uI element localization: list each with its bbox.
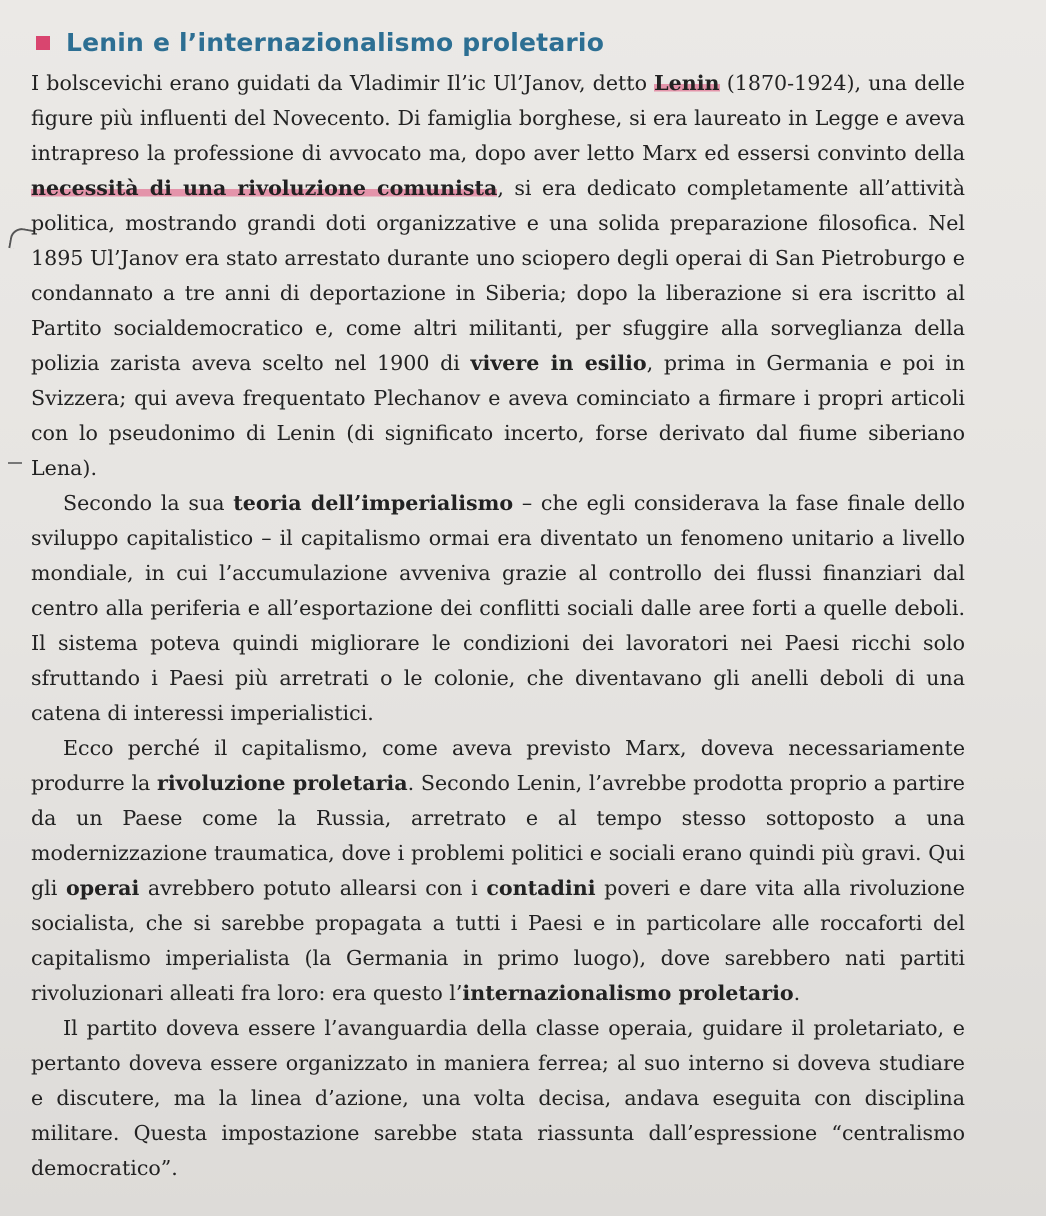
text-segment: . [793, 981, 801, 1005]
text-segment: (1870-1924), una delle figure più influenti del Novecento. Di famiglia borghese, si era laureato in Legge e aveva intrapreso la professione di avvocato ma, dopo aver letto Marx ed essersi convinto della [31, 71, 965, 165]
section-title: Lenin e l’internazionalismo proletario [66, 28, 605, 57]
pencil-tick-icon [8, 462, 22, 464]
bold-term: internazionalismo proletario [462, 981, 794, 1005]
square-bullet-icon [36, 36, 50, 50]
paragraph-4 [31, 1011, 965, 1186]
highlighted-bold-term: Lenin [654, 71, 720, 95]
paragraph-2 [31, 486, 965, 731]
text-segment: I bolscevichi erano guidati da Vladimir Il’ic Ul’Janov, detto [31, 71, 655, 95]
bold-term: vivere in esilio [470, 351, 647, 375]
pencil-mark-icon [8, 226, 33, 251]
text-segment: . Secondo Lenin, l’avrebbe prodotta proprio a partire da un Paese come la Russia, arretrato e al tempo stesso sottoposto a una modernizzazione traumatica, dove i problemi politici e sociali erano quindi più gravi. Qui gli [31, 771, 965, 900]
text-segment: , si era dedicato completamente all’attività politica, mostrando grandi doti organizzative e una solida preparazione filosofica. Nel 1895 Ul’Janov era stato arrestato durante uno sciopero degli operai di San Pietroburgo e condannato a tre anni di deportazione in Siberia; dopo la liberazione si era iscritto al Partito socialdemocratico e, come altri militanti, per sfuggire alla sorveglianza della polizia zarista aveva scelto nel 1900 di [31, 176, 965, 375]
text-segment: Il partito doveva essere l’avanguardia della classe operaia, guidare il proletariato, e pertanto doveva essere organizzato in maniera ferrea; al suo interno si doveva studiare e discutere, ma la linea d’azione, una volta decisa, andava eseguita con disciplina militare. Questa impostazione sarebbe stata riassunta dall’espressione “centralismo democratico”. [31, 1016, 965, 1180]
text-segment: – che egli considerava la fase finale dello sviluppo capitalistico – il capitalismo ormai era diventato un fenomeno unitario a livello mondiale, in cui l’accumulazione avveniva grazie al controllo dei flussi finanziari dal centro alla periferia e all’esportazione dei conflitti sociali dalle aree forti a quelle deboli. Il sistema poteva quindi migliorare le condizioni dei lavoratori nei Paesi ricchi solo sfruttando i Paesi più arretrati o le colonie, che diventavano gli anelli deboli di una catena di interessi imperialistici. [31, 491, 966, 725]
text-segment: Secondo la sua [63, 491, 234, 515]
bold-term: operai [66, 876, 140, 900]
text-segment: poveri e dare vita alla rivoluzione socialista, che si sarebbe propagata a tutti i Paesi e in particolare alle roccaforti del capitalismo imperialista (la Germania in primo luogo), dove sarebbero nati partiti rivoluzionari alleati fra loro: era questo l’ [31, 876, 965, 1005]
paragraph-3 [31, 731, 965, 1011]
body-text [31, 66, 965, 1186]
bold-term: contadini [486, 876, 596, 900]
highlighted-bold-term: necessità di una rivoluzione comunista [31, 176, 498, 200]
text-segment: avrebbero potuto allearsi con i [139, 876, 487, 900]
paragraph-1 [31, 66, 965, 486]
section-heading [36, 28, 604, 57]
bold-term: rivoluzione proletaria [157, 771, 408, 795]
text-segment: Ecco perché il capitalismo, come aveva previsto Marx, doveva necessariamente produrre la [31, 736, 965, 795]
text-segment: , prima in Germania e poi in Svizzera; qui aveva frequentato Plechanov e aveva cominciato a firmare i propri articoli con lo pseudonimo di Lenin (di significato incerto, forse derivato dal fiume siberiano Lena). [31, 351, 965, 480]
bold-term: teoria dell’imperialismo [233, 491, 514, 515]
